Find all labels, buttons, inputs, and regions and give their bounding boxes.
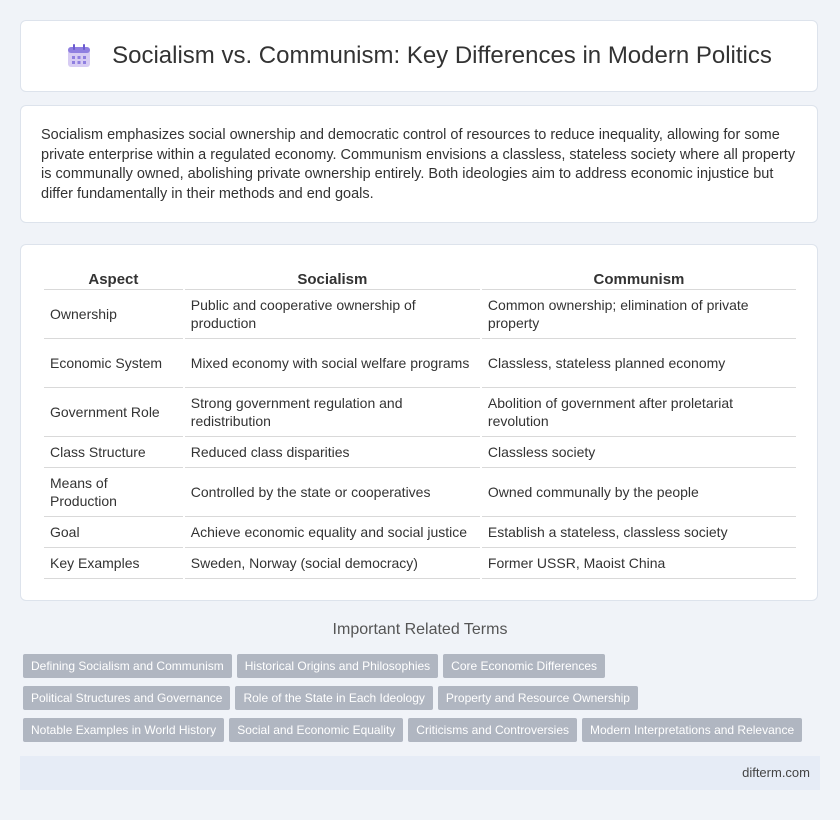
communism-cell: Classless society: [482, 437, 796, 468]
header-card: [20, 20, 818, 92]
socialism-cell: Sweden, Norway (social democracy): [185, 548, 480, 579]
footer: [20, 756, 820, 790]
column-header-socialism: Socialism: [185, 267, 480, 290]
related-tag[interactable]: Property and Resource Ownership: [438, 686, 638, 710]
related-tag[interactable]: Criticisms and Controversies: [408, 718, 577, 742]
related-tag[interactable]: Core Economic Differences: [443, 654, 605, 678]
communism-cell: Classless, stateless planned economy: [482, 339, 796, 388]
column-header-aspect: Aspect: [44, 267, 183, 290]
communism-cell: Establish a stateless, classless society: [482, 517, 796, 548]
aspect-cell: Means of Production: [44, 468, 183, 517]
communism-cell: Common ownership; elimination of private property: [482, 290, 796, 339]
socialism-cell: Mixed economy with social welfare programs: [185, 339, 480, 388]
socialism-cell: Controlled by the state or cooperatives: [185, 468, 480, 517]
related-tag[interactable]: Political Structures and Governance: [23, 686, 230, 710]
socialism-cell: Achieve economic equality and social justice: [185, 517, 480, 548]
page-title: Socialism vs. Communism: Key Differences in Modern Politics: [112, 42, 772, 69]
aspect-cell: Class Structure: [44, 437, 183, 468]
aspect-cell: Goal: [44, 517, 183, 548]
related-tag[interactable]: Social and Economic Equality: [229, 718, 403, 742]
calendar-icon: [66, 43, 92, 69]
related-tag[interactable]: Notable Examples in World History: [23, 718, 224, 742]
footer-site-link[interactable]: difterm.com: [742, 765, 810, 780]
communism-cell: Abolition of government after proletariat revolution: [482, 388, 796, 437]
related-terms-title: Important Related Terms: [332, 621, 508, 638]
table-row: [44, 517, 796, 548]
related-tags-row-1: [23, 654, 823, 678]
communism-cell: Former USSR, Maoist China: [482, 548, 796, 579]
related-tag[interactable]: Role of the State in Each Ideology: [235, 686, 432, 710]
table-row: [44, 468, 796, 517]
related-tag[interactable]: Modern Interpretations and Relevance: [582, 718, 802, 742]
table-row: [44, 388, 796, 437]
related-tags-row-3: [23, 718, 823, 742]
related-tag[interactable]: Historical Origins and Philosophies: [237, 654, 438, 678]
table-row: [44, 437, 796, 468]
table-row: [44, 290, 796, 339]
socialism-cell: Reduced class disparities: [185, 437, 480, 468]
column-header-communism: Communism: [482, 267, 796, 290]
socialism-cell: Public and cooperative ownership of production: [185, 290, 480, 339]
comparison-table: [42, 267, 798, 579]
comparison-table-card: [20, 244, 818, 601]
table-row: [44, 339, 796, 388]
aspect-cell: Key Examples: [44, 548, 183, 579]
related-tags-row-2: [23, 686, 823, 710]
table-row: [44, 548, 796, 579]
aspect-cell: Economic System: [44, 339, 183, 388]
aspect-cell: Government Role: [44, 388, 183, 437]
aspect-cell: Ownership: [44, 290, 183, 339]
socialism-cell: Strong government regulation and redistribution: [185, 388, 480, 437]
intro-card: [20, 105, 818, 223]
related-tag[interactable]: Defining Socialism and Communism: [23, 654, 232, 678]
communism-cell: Owned communally by the people: [482, 468, 796, 517]
intro-text: Socialism emphasizes social ownership and democratic control of resources to reduce inequality, allowing for some private enterprise within a regulated economy. Communism envisions a classless, stateless society where all property is communally owned, abolishing private ownership entirely. Both ideologies aim to address economic injustice but differ fundamentally in their methods and end goals.: [41, 127, 796, 202]
